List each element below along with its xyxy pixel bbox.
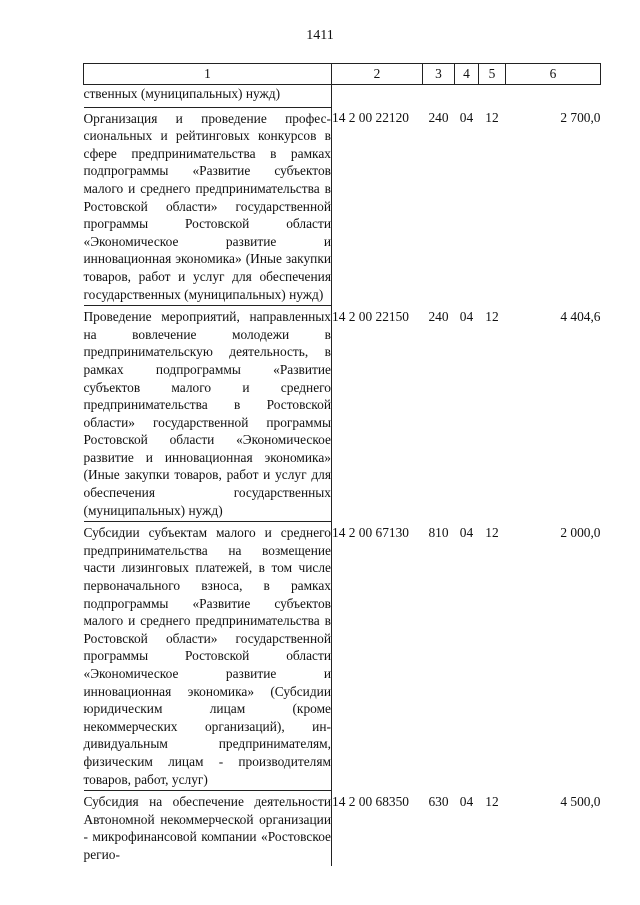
table-row [84, 107, 601, 306]
header-col-4: 4 [455, 64, 479, 85]
row-expense-type: 630 [428, 793, 449, 809]
row-subsection: 12 [485, 793, 499, 809]
table-row-continuation [84, 85, 601, 108]
header-col-2: 2 [332, 64, 423, 85]
row-subsection: 12 [485, 110, 499, 126]
row-amount: 2 700,0 [560, 110, 601, 126]
table-row [84, 306, 601, 522]
row-expense-type: 810 [428, 524, 449, 540]
row-section: 04 [459, 524, 474, 540]
row-description: Субсидии субъектам малого и среднего предпринимательства на возмещение части лизинговых платежей, в том числе первоначального взноса, в рамках подпрограммы «Развитие субъектов малого и среднего предпринимательства в Ростовской области» государственной программы Ростовской области «Экономическое развитие и инновационная экономика» (Субсидии юридическим лицам (кроме некоммерческих организаций), индивидуальным предпринимателям, физическим лицам - производителям товаров, работ, услуг) [84, 522, 332, 791]
row-description: Проведение мероприятий, направленных на вовлечение молодежи в предпринимательскую деятельность, в рамках подпрограммы «Развитие субъектов малого и среднего предпринимательства в Ростовской области» государственной программы Ростовской области «Экономическое развитие и инновационная экономика» (Иные закупки товаров, работ и услуг для обеспечения государственных (муниципальных) нужд) [84, 306, 332, 522]
budget-table [83, 63, 601, 866]
row-amount: 2 000,0 [560, 524, 601, 540]
continuation-description: ственных (муниципальных) нужд) [84, 85, 332, 108]
header-col-1: 1 [84, 64, 332, 85]
table-row [84, 791, 601, 866]
row-section: 04 [459, 110, 474, 126]
row-expense-type: 240 [428, 308, 449, 324]
row-section: 04 [459, 308, 474, 324]
header-col-5: 5 [479, 64, 506, 85]
row-description: Субсидия на обеспечение деятельности Автономной некоммерческой организации - микрофинансовой компании «Ростовское регио- [84, 791, 332, 866]
header-col-6: 6 [506, 64, 601, 85]
row-subsection: 12 [485, 524, 499, 540]
table-row [84, 522, 601, 791]
row-target-code: 14 2 00 22120 [332, 110, 409, 126]
row-description: Организация и проведение профессиональных и рейтинговых конкурсов в сфере предпринимательства в рамках подпрограммы «Развитие субъектов малого и среднего предпринимательства в Ростовской области» государственной программы Ростовской области «Экономическое развитие и инновационная экономика» (Иные закупки товаров, работ и услуг для обеспечения государственных (муниципальных) нужд) [84, 107, 332, 306]
header-col-3: 3 [423, 64, 455, 85]
row-target-code: 14 2 00 68350 [332, 793, 409, 809]
row-target-code: 14 2 00 67130 [332, 524, 409, 540]
row-subsection: 12 [485, 308, 499, 324]
row-expense-type: 240 [428, 110, 449, 126]
row-target-code: 14 2 00 22150 [332, 308, 409, 324]
table-header-row [84, 64, 601, 85]
row-amount: 4 404,6 [560, 308, 601, 324]
row-amount: 4 500,0 [560, 793, 601, 809]
page-number: 1411 [306, 28, 334, 43]
row-section: 04 [459, 793, 474, 809]
